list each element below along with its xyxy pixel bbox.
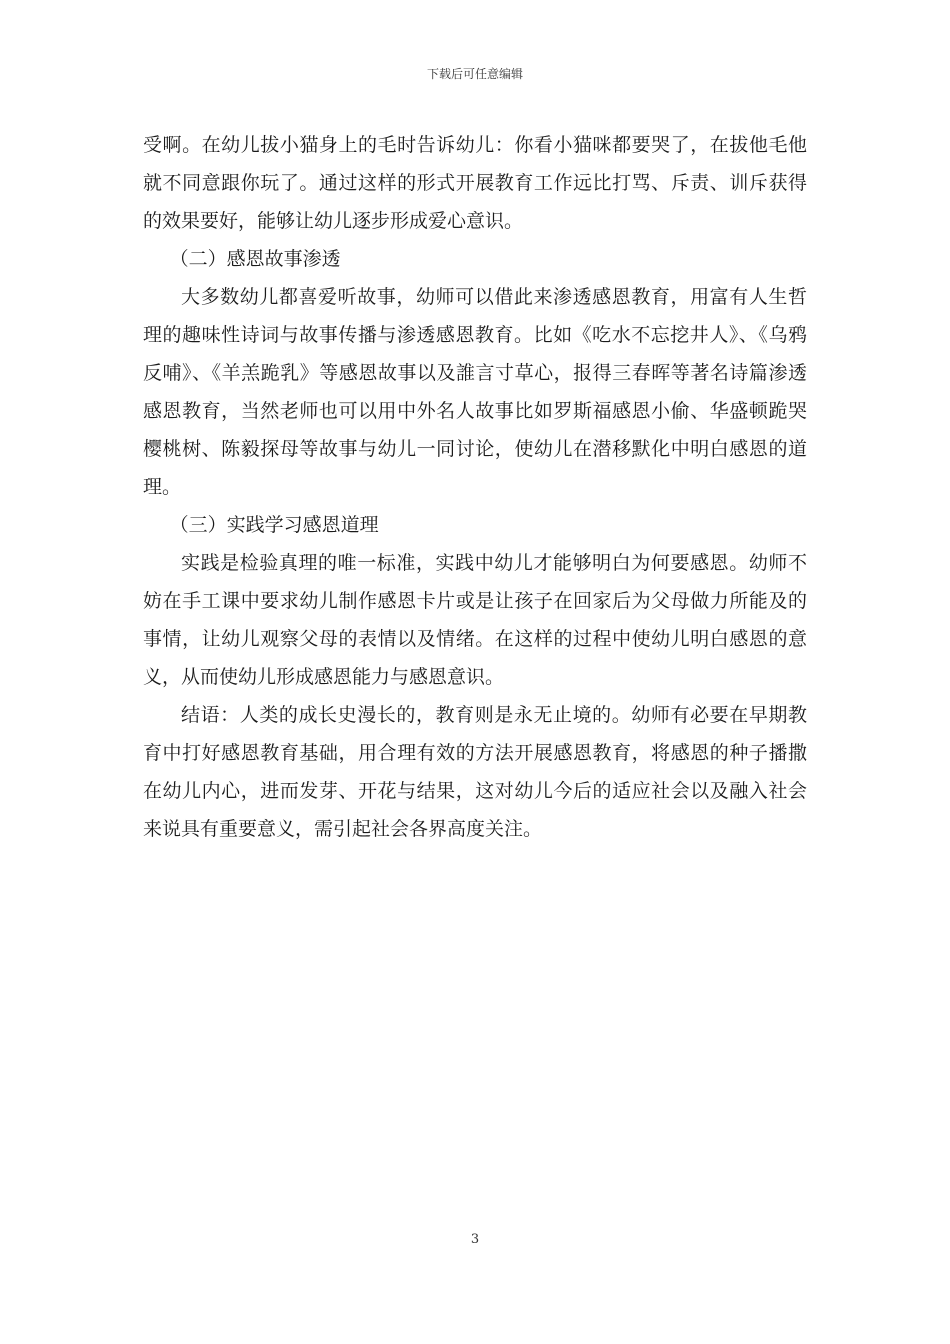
section-heading-3: （三）实践学习感恩道理: [169, 514, 379, 536]
page-number: 3: [470, 1232, 480, 1247]
page-header: 下载后可任意编辑: [426, 67, 523, 81]
paragraph-practice: 实践是检验真理的唯一标准，实践中幼儿才能够明白为何要感恩。幼师不妨在手工课中要求幼儿制作感恩卡片或是让孩子在回家后为父母做力所能及的事情，让幼儿观察父母的表情以及情绪。在这样的过程中使幼儿明白感恩的意义，从而使幼儿形成感恩能力与感恩意识。: [143, 552, 807, 688]
paragraph-stories: 大多数幼儿都喜爱听故事，幼师可以借此来渗透感恩教育，用富有人生哲理的趣味性诗词与故事传播与渗透感恩教育。比如《吃水不忘挖井人》、《乌鸦反哺》、《羊羔跪乳》等感恩故事以及誰言寸草心，报得三春晖等著名诗篇渗透感恩教育，当然老师也可以用中外名人故事比如罗斯福感恩小偷、华盛顿跪哭樱桃树、陈毅探母等故事与幼儿一同讨论，使幼儿在潜移默化中明白感恩的道理。: [143, 286, 807, 498]
section-heading-2: （二）感恩故事渗透: [169, 248, 341, 270]
body-content: [143, 126, 807, 848]
paragraph-continued: 受啊。在幼儿拔小猫身上的毛时告诉幼儿：你看小猫咪都要哭了，在拔他毛他就不同意跟你玩了。通过这样的形式开展教育工作远比打骂、斥责、训斥获得的效果要好，能够让幼儿逐步形成爱心意识。: [143, 134, 807, 232]
paragraph-conclusion: 结语：人类的成长史漫长的，教育则是永无止境的。幼师有必要在早期教育中打好感恩教育基础，用合理有效的方法开展感恩教育，将感恩的种子播撒在幼儿内心，进而发芽、开花与结果，这对幼儿今后的适应社会以及融入社会来说具有重要意义，需引起社会各界高度关注。: [143, 704, 807, 840]
